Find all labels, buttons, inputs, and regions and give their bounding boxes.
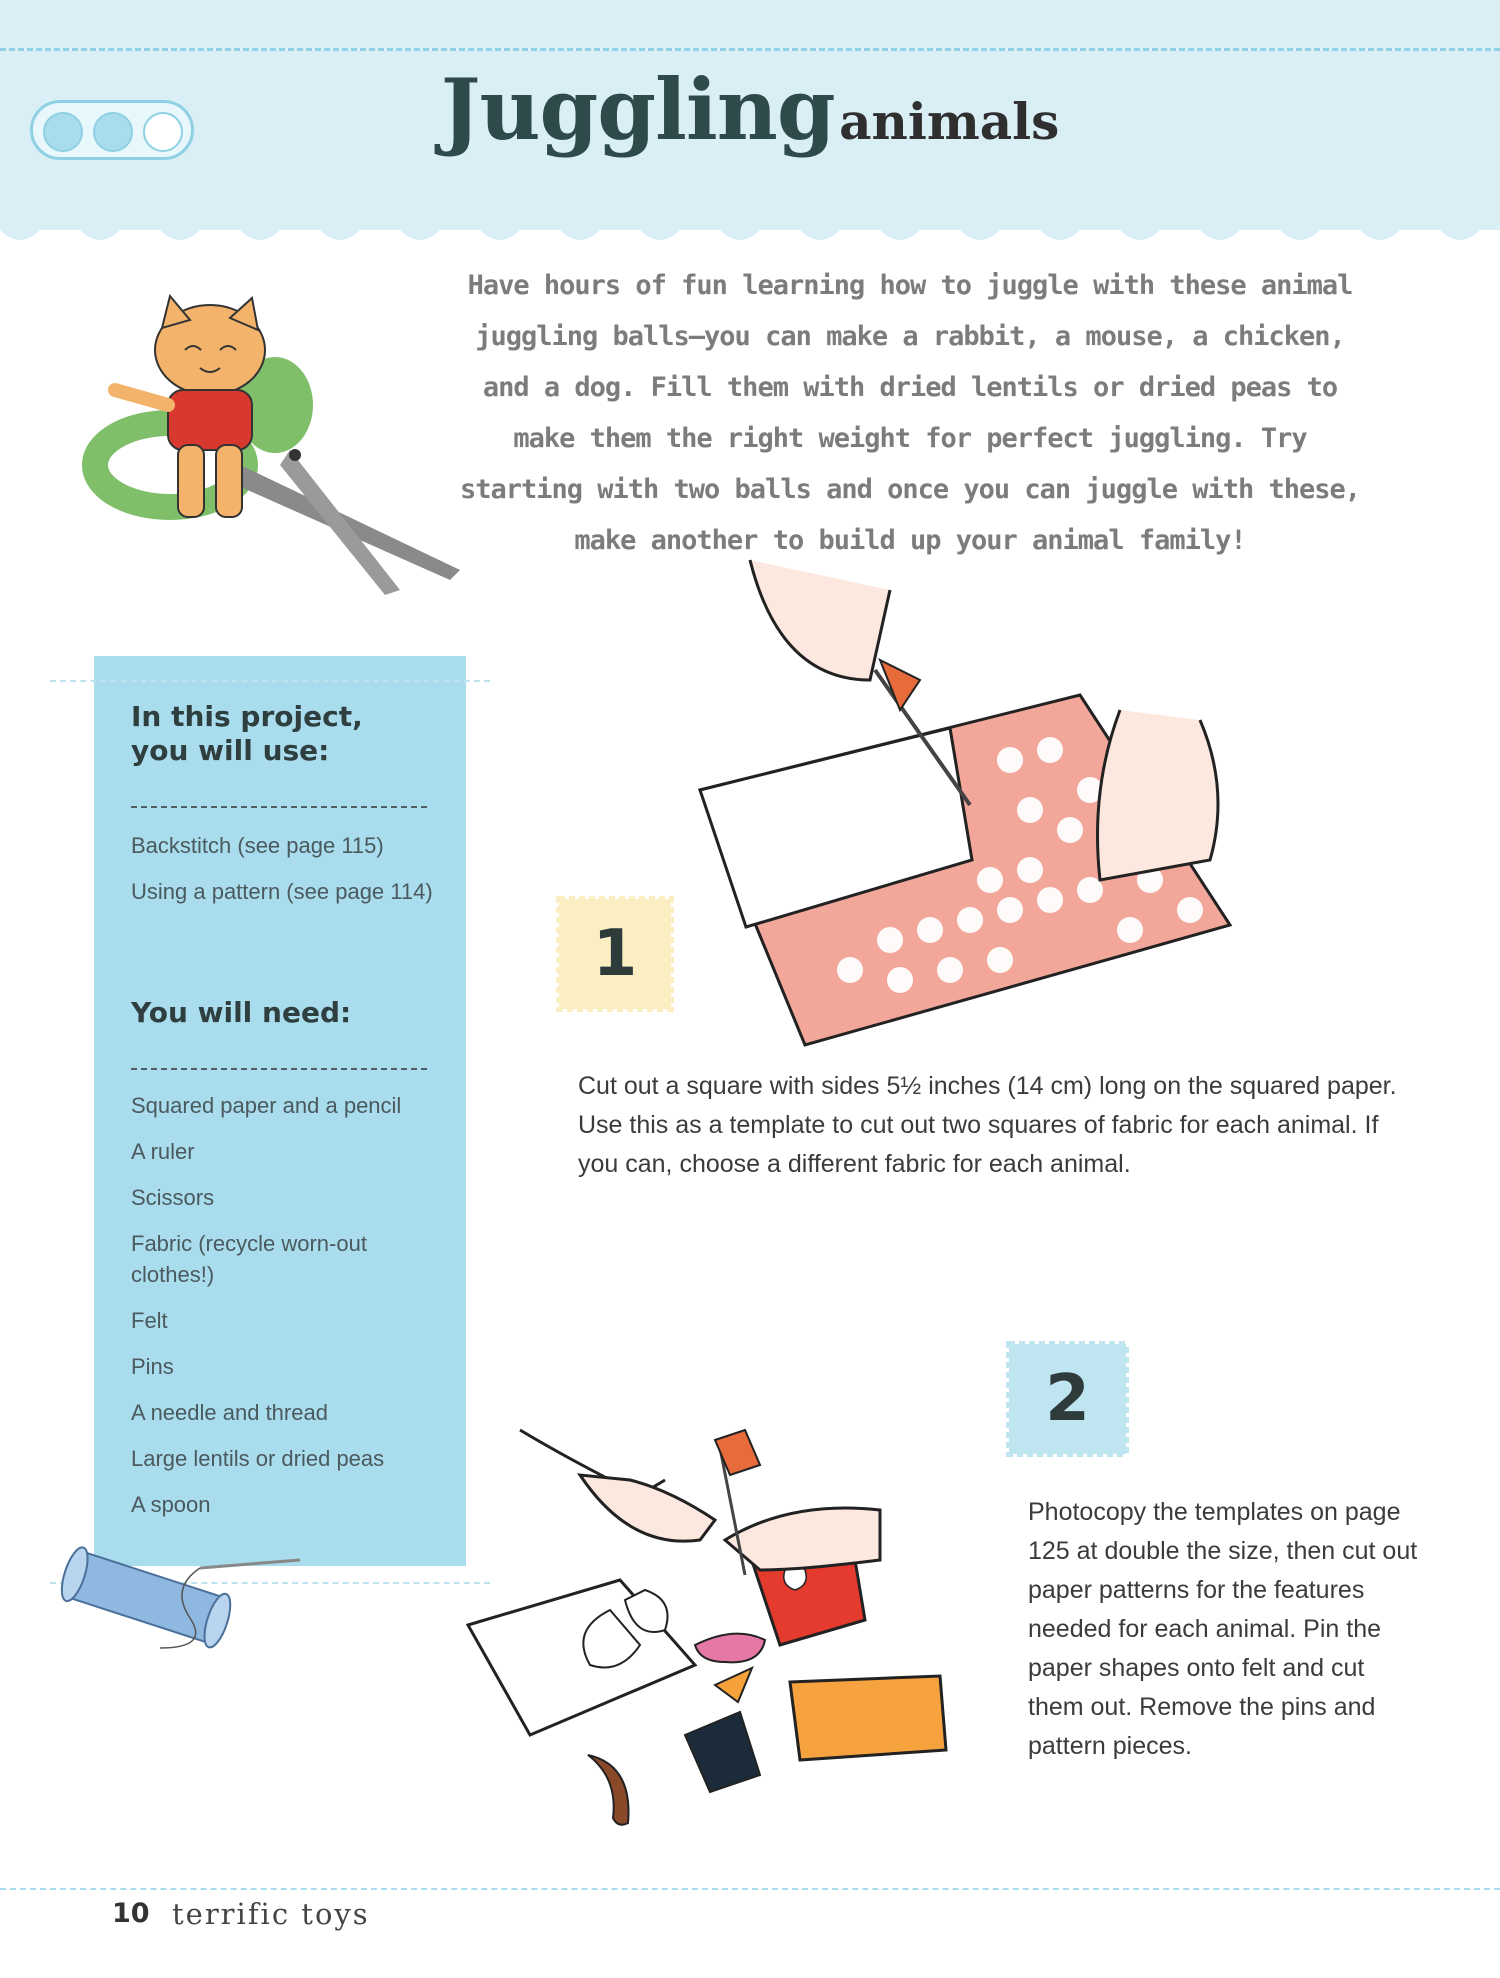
uses-rule [131, 806, 427, 808]
step-2-text: Photocopy the templates on page 125 at double the size, then cut out paper patterns for the features needed for each animal. Pin the paper shapes onto felt and cut them out. Remove the pins and pattern pieces. [1028, 1498, 1418, 1760]
needs-item: Fabric (recycle worn-out clothes!) [131, 1231, 367, 1287]
step-1-badge [555, 895, 675, 1013]
step-number: 1 [592, 917, 638, 991]
title-main: Juggling [440, 60, 835, 159]
needs-item: Pins [131, 1354, 174, 1379]
section-name: terrific toys [172, 1897, 370, 1931]
needs-rule [131, 1068, 427, 1070]
needs-item: Scissors [131, 1185, 215, 1210]
title-rest: animals [839, 92, 1060, 151]
step-2-badge [1005, 1340, 1130, 1458]
needs-item: A ruler [131, 1139, 195, 1164]
header-divider [0, 48, 1500, 51]
footer-divider [0, 1888, 1500, 1890]
cat-with-scissors-illustration [60, 290, 480, 590]
step-1-illustration [690, 560, 1250, 1040]
needs-item: Large lentils or dried peas [131, 1446, 385, 1471]
thread-spool-illustration [50, 1548, 310, 1658]
needs-heading: You will need: [131, 996, 352, 1029]
uses-item: Backstitch (see page 115) [131, 833, 384, 858]
step-1-text: Cut out a square with sides 5½ inches (14 cm) long on the squared paper. Use this as a template to cut out two squares of fabric for each animal. If you can, choose a different fabric for each animal. [578, 1072, 1397, 1178]
page-number: 10 [112, 1898, 150, 1929]
needs-item: A needle and thread [131, 1400, 328, 1425]
uses-item: Using a pattern (see page 114) [131, 879, 433, 904]
step-number: 2 [1045, 1362, 1090, 1436]
page-title [0, 60, 1500, 159]
intro-text: Have hours of fun learning how to juggle with these animal juggling balls—you can make a rabbit, a mouse, a chicken, and a dog. Fill them with dried lentils or dried peas to make them the right weight for perfect juggling. Try starting with two balls and once you can juggle with these, make another to build up your animal family! [459, 270, 1361, 556]
step-2-illustration [460, 1420, 1000, 1860]
needs-item: Squared paper and a pencil [131, 1093, 402, 1118]
sidebar-divider [50, 680, 490, 682]
header-scalloped-edge [0, 205, 1500, 255]
needs-item: Felt [131, 1308, 168, 1333]
needs-item: A spoon [131, 1492, 211, 1517]
uses-heading: In this project, you will use: [131, 700, 363, 767]
